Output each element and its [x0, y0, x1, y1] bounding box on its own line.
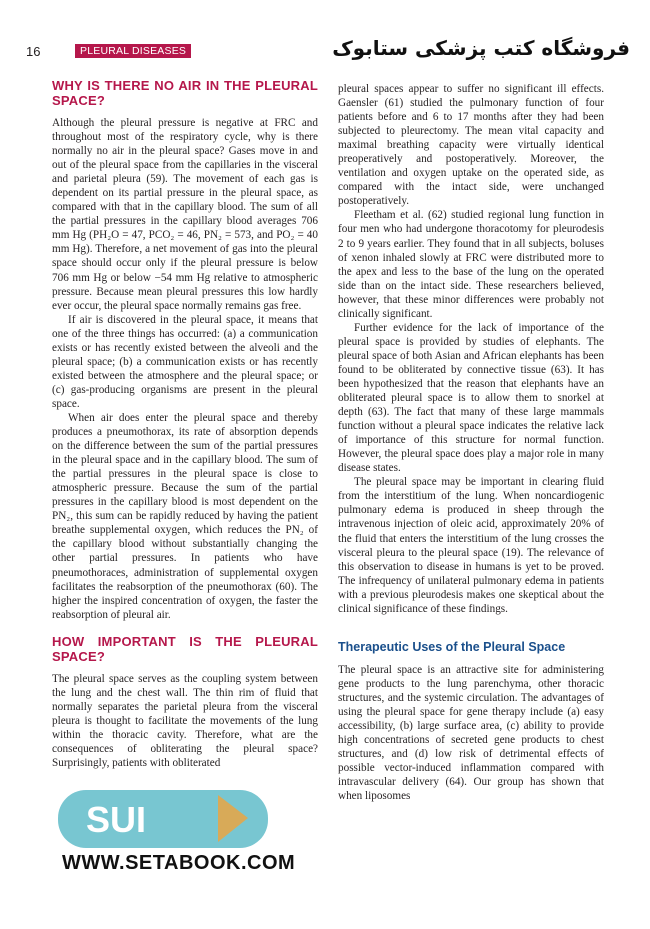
- logo-icon: [48, 790, 288, 850]
- section-badge: PLEURAL DISEASES: [75, 44, 191, 58]
- left-column: [52, 78, 318, 770]
- paragraph: If air is discovered in the pleural space, it means that one of the three things has occurred: (a) a communication exists or has recently existed between the alveoli and the pleural space; (b) a communication exists or has recently existed between the atmosphere and the pleural space; or (c) gas-producing organisms are present in the pleural space.: [52, 313, 318, 410]
- paragraph: The pleural space may be important in clearing fluid from the interstitium of the lung. When noncardiogenic pulmonary edema is produced in sheep through the intravenous injection of oleic acid, approximately 20% of the fluid that enters the interstitium of the lung crosses the visceral pleura to the pleural space (19). The relevance of this observation to disease in humans is yet to be proved. The infrequency of unilateral pulmonary edema in patients with a previous pleurodesis makes one skeptical about the clinical significance of these findings.: [338, 476, 604, 615]
- watermark-logo: [48, 790, 288, 910]
- paragraph: When air does enter the pleural space and thereby produces a pneumothorax, its rate of absorption depends on the difference between the sum of the partial pressures in the pleural space and in the capillary blood. The sum of the partial pressures in the pleural space is close to atmospheric pressure. Because the sum of the partial pressures in the capillary blood is most dependent on the PN₂, this sum can be rapidly reduced by having the patient breathe supplemental oxygen, which reduces the PN₂ of the capillary blood without substantially changing the other partial pressures. In patients who have pneumothoraces, administration of supplemental oxygen facilitates the reabsorption of the pneumothorax (60). The higher the inspired concentration of oxygen, the faster the reabsorption of pleural air.: [52, 411, 318, 621]
- paragraph: Fleetham et al. (62) studied regional lung function in four men who had undergone thoracotomy for pleurodesis 2 to 9 years earlier. They found that in all subjects, boluses of xenon inhaled slowly at FRC were distributed more to the apex and less to the base of the lung on the operated side than on the intact side. These researchers believed, however, that these minor differences were probably not clinically significant.: [338, 209, 604, 320]
- site-url[interactable]: WWW.SETABOOK.COM: [62, 852, 296, 874]
- paragraph: Although the pleural pressure is negative at FRC and throughout most of the respiratory cycle, why is there normally no air in the pleural space? Gases move in and out of the pleural space from the capillaries in the visceral and parietal pleura (59). The movement of each gas is dependent on its partial pressure in the pleural space, as compared with that in the capillary blood. The sum of all the partial pressures in the capillary blood averages 706 mm Hg (PH₂O = 47, PCO₂ = 46, PN₂ = 573, and PO₂ = 40 mm Hg). Therefore, a net movement of gas into the pleural space should occur only if the pleural pressure is below 706 mm Hg or below −54 mm Hg relative to atmospheric pressure. Because mean pleural pressures this low hardly ever occur, the pleural space normally remains gas free.: [52, 117, 318, 312]
- svg-text:SUI: SUI: [86, 799, 147, 840]
- section-heading-no-air: WHY IS THERE NO AIR IN THE PLEURAL SPACE?: [52, 78, 318, 108]
- watermark-title: فروشگاه کتب پزشکی ستابوک: [332, 36, 630, 60]
- section-heading-importance: HOW IMPORTANT IS THE PLEURAL SPACE?: [52, 633, 318, 664]
- paragraph: Further evidence for the lack of importance of the pleural space is provided by studies of elephants. The pleural space of both Asian and African elephants has been found to be obliterated by connective tissue (63). It has been hypothesized that the reason that elephants have an obliterated pleural space is to allow them to snorkel at depth (63). The fact that many of these large mammals function without a pleural space indicates the relative lack of importance of this structure for normal function. However, the pleural space does play a major role in many disease states.: [338, 321, 604, 475]
- page-number: 16: [26, 44, 41, 59]
- paragraph: pleural spaces appear to suffer no significant ill effects. Gaensler (61) studied the pulmonary function of four patients before and 6 to 17 months after they had been subjected to pleurectomy. The mean vital capacity and maximal breathing capacity were virtually identical preoperatively and postoperatively. Moreover, the ventilation and oxygen uptake on the operated side, as compared with the intact side, were unchanged postoperatively.: [338, 83, 604, 208]
- subsection-heading-therapeutic: Therapeutic Uses of the Pleural Space: [338, 639, 566, 654]
- paragraph: The pleural space is an attractive site for administering gene products to the lung parenchyma, other thoracic structures, and the systemic circulation. The advantages of using the pleural space for gene therapy include (a) easy accessibility, (b) large surface area, (c) ability to provide high concentrations of secreted gene products to chest structures, and (d) low risk of detrimental effects of possible vector-induced inflammation compared with intravascular delivery (64). Our group has shown that when liposomes: [338, 663, 604, 803]
- paragraph: The pleural space serves as the coupling system between the lung and the chest wall. The thin rim of fluid that normally separates the parietal pleura from the visceral pleura is thought to facilitate the movements of the lung within the thoracic cavity. Therefore, what are the consequences of obliterating the pleural space? Surprisingly, patients with obliterated: [52, 672, 318, 769]
- right-column: [338, 82, 604, 803]
